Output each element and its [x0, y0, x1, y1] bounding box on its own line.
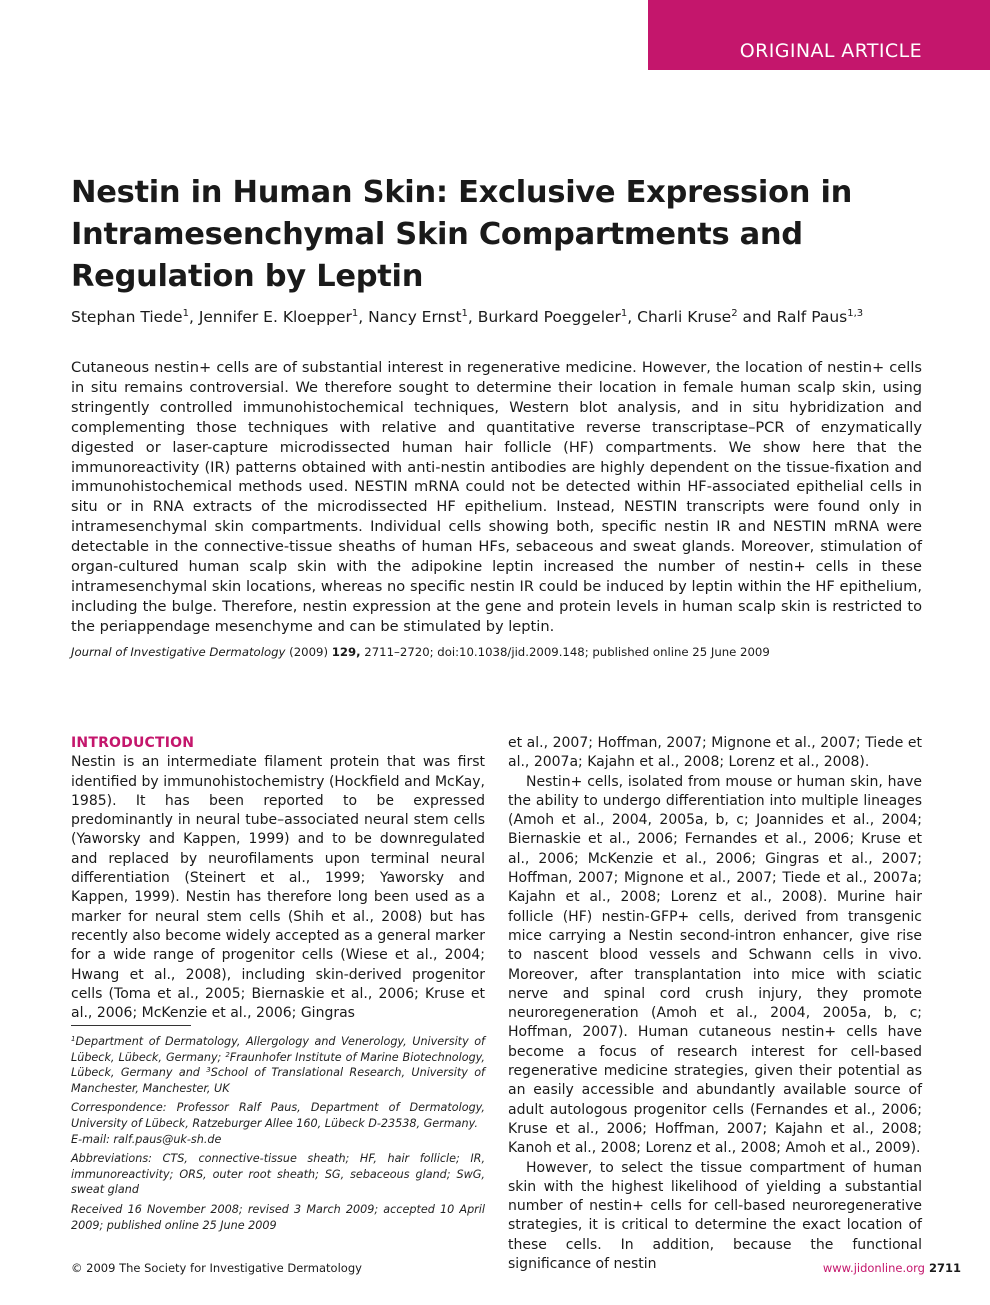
- author-affiliation: 1,3: [847, 308, 864, 319]
- abbreviations-note: Abbreviations: CTS, connective-tissue sheath; HF, hair follicle; IR, immunoreactivity; ORS, outer root sheath; SG, sebaceous gland; SwG, sweat gland: [71, 1152, 485, 1197]
- author-separator: ,: [627, 308, 638, 326]
- intro-paragraph: However, to select the tissue compartment of human skin with the highest likelihood of yielding a substantial number of nestin+ cells for cell-based neuroregenerative strategies, it is critical to determine the exact location of these cells. In addition, because the functional significance of nestin: [508, 1159, 922, 1273]
- footnote-divider: [71, 1025, 191, 1026]
- affiliation-number: 2: [225, 1050, 230, 1059]
- author-name[interactable]: Ralf Paus: [776, 308, 848, 326]
- page-number: 2711: [928, 1261, 961, 1275]
- citation-line: [71, 644, 931, 660]
- author-name[interactable]: Charli Kruse: [637, 308, 732, 326]
- left-column: [71, 734, 485, 1023]
- author-affiliation: 1: [182, 308, 189, 319]
- intro-paragraph-continued: et al., 2007; Hoffman, 2007; Mignone et al., 2007; Tiede et al., 2007a; Kajahn et al., 2008; Lorenz et al., 2008).: [508, 735, 922, 771]
- author-affiliation: 2: [731, 308, 738, 319]
- footnotes: [71, 1034, 485, 1237]
- affiliation-text: Fraunhofer Institute of Marine Biotechnology, Lübeck, Germany and: [71, 1050, 485, 1080]
- author-name[interactable]: Nancy Ernst: [368, 308, 462, 326]
- correspondence-text: Correspondence: Professor Ralf Paus, Department of Dermatology, University of Lübeck, Ratzeburger Allee 160, Lübeck D-23538, Germany.: [71, 1101, 485, 1130]
- abstract: Cutaneous nestin+ cells are of substantial interest in regenerative medicine. However, the location of nestin+ cells in situ remains controversial. We therefore sought to determine their location in female human scalp skin, using stringently controlled immunohistochemical techniques, Western blot analysis, and in situ hybridization and complementing those techniques with relative and quantitative reverse transcriptase–PCR of enzymatically digested or laser-capture microdissected human hair follicle (HF) compartments. We show here that the immunoreactivity (IR) patterns obtained with anti-nestin antibodies are highly dependent on the tissue-fixation and immunohistochemical methods used. NESTIN mRNA could not be detected within HF-associated epithelial cells in situ or in RNA extracts of the microdissected HF epithelium. Instead, NESTIN transcripts were found only in intramesenchymal skin compartments. Individual cells showing both, specific nestin IR and NESTIN mRNA were detectable in the connective-tissue sheaths of human HFs, sebaceous and sweat glands. Moreover, stimulation of organ-cultured human scalp skin with the adipokine leptin increased the number of nestin+ cells in these intramesenchymal skin locations, whereas no specific nestin IR could be induced by leptin within the HF epithelium, including the bulge. Therefore, nestin expression at the gene and protein levels in human scalp skin is restricted to the periappendage mesenchyme and can be stimulated by leptin.: [71, 359, 922, 635]
- email-link[interactable]: E-mail: ralf.paus@uk-sh.de: [71, 1132, 222, 1146]
- copyright-notice: © 2009 The Society for Investigative Dermatology: [71, 1261, 362, 1275]
- intro-paragraph: Nestin+ cells, isolated from mouse or human skin, have the ability to undergo differentiation into multiple lineages (Amoh et al., 2004, 2005a, b, c; Joannides et al., 2004; Biernaskie et al., 2006; Fernandes et al., 2006; Kruse et al., 2006; McKenzie et al., 2006; Gingras et al., 2007; Hoffman, 2007; Mignone et al., 2007; Tiede et al., 2007a; Kajahn et al., 2008; Lorenz et al., 2008). Murine hair follicle (HF) nestin-GFP+ cells, derived from transgenic mice carrying a Nestin second-intron enhancer, give rise to nascent blood vessels and Schwann cells in vivo. Moreover, after transplantation into mice with sciatic nerve and spinal cord crush injury, they promote neuroregeneration (Amoh et al., 2004, 2005a, b, c; Hoffman, 2007). Human cutaneous nestin+ cells have become a focus of research interest for cell-based regenerative medicine strategies, given their potential as an easily accessible and abundantly available source of adult autologous progenitor cells (Fernandes et al., 2006; Kruse et al., 2006; Hoffman, 2007; Kajahn et al., 2008; Kanoh et al., 2008; Lorenz et al., 2008; Amoh et al., 2009).: [508, 773, 922, 1157]
- journal-name: Journal of Investigative Dermatology: [71, 645, 286, 659]
- citation-details: 2711–2720; doi:10.1038/jid.2009.148; published online 25 June 2009: [360, 645, 770, 659]
- author-separator: ,: [358, 308, 369, 326]
- article-type-label: ORIGINAL ARTICLE: [739, 40, 922, 62]
- page-footer: [823, 1261, 961, 1275]
- affiliation-number: 1: [71, 1035, 76, 1043]
- intro-paragraph: Nestin is an intermediate filament protein that was first identified by immunohistochemistry (Hockfield and McKay, 1985). It has been reported to be expressed predominantly in neural tube–associated neural stem cells (Yaworsky and Kappen, 1999) and to be downregulated and replaced by neurofilaments upon terminal neural differentiation (Steinert et al., 1999; Yaworsky and Kappen, 1999). Nestin has therefore long been used as a marker for neural stem cells (Shih et al., 2008) but has recently also become widely accepted as a general marker for a wide range of progenitor cells (Wiese et al., 2004; Hwang et al., 2008), including skin-derived progenitor cells (Toma et al., 2005; Biernaskie et al., 2006; Kruse et al., 2006; McKenzie et al., 2006; Gingras: [71, 754, 485, 1022]
- author-name[interactable]: Stephan Tiede: [71, 308, 183, 326]
- correspondence-note: [71, 1100, 485, 1147]
- section-heading: INTRODUCTION: [71, 735, 195, 751]
- author-separator: ,: [188, 308, 199, 326]
- article-type-banner: [648, 0, 990, 70]
- right-column: [508, 734, 922, 1274]
- affiliation-text: Department of Dermatology, Allergology and Venerology, University of Lübeck, Lübeck, Germany;: [71, 1035, 485, 1064]
- author-affiliation: 1: [461, 308, 468, 319]
- author-list: [71, 306, 931, 328]
- affiliations-note: [71, 1034, 485, 1096]
- citation-volume: 129,: [331, 645, 361, 659]
- affiliation-number: 3: [206, 1066, 211, 1075]
- author-separator: and: [737, 308, 777, 326]
- citation-year: (2009): [285, 645, 332, 659]
- article-title: Nestin in Human Skin: Exclusive Expression in Intramesenchymal Skin Compartments and Regulation by Leptin: [71, 175, 853, 294]
- author-affiliation: 1: [620, 308, 628, 319]
- journal-url-link[interactable]: www.jidonline.org: [822, 1261, 925, 1275]
- author-affiliation: 1: [351, 308, 359, 319]
- affiliation-text: School of Translational Research, University of Manchester, Manchester, UK: [71, 1066, 485, 1095]
- author-name[interactable]: Jennifer E. Kloepper: [198, 308, 352, 326]
- author-name[interactable]: Burkard Poeggeler: [477, 308, 621, 326]
- received-note: Received 16 November 2008; revised 3 March 2009; accepted 10 April 2009; published online 25 June 2009: [71, 1202, 485, 1232]
- author-separator: ,: [467, 308, 478, 326]
